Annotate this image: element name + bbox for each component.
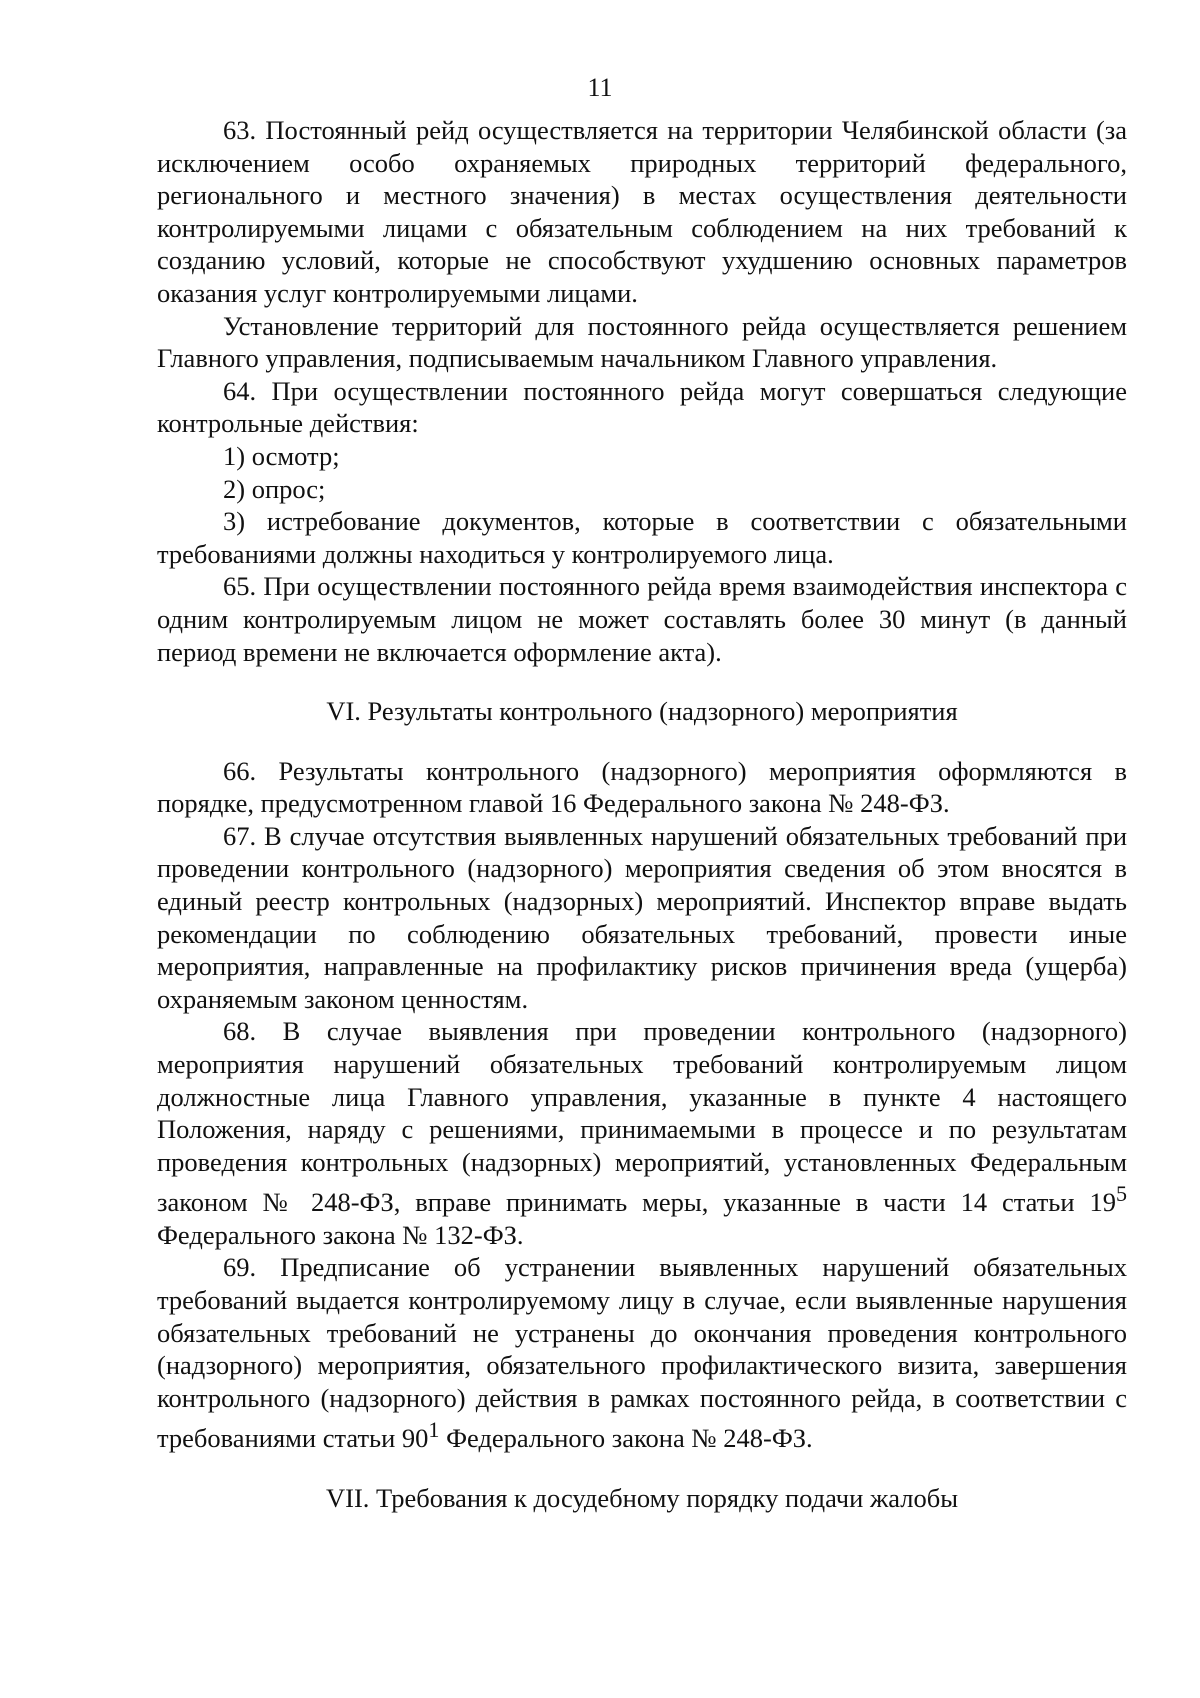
- document-body: [157, 114, 1127, 1514]
- list-item-inspection: 1) осмотр;: [223, 440, 340, 471]
- section-heading-vi: VI. Результаты контрольного (надзорного) мероприятия: [326, 696, 958, 727]
- paragraph-68-superscript: 5: [1115, 1181, 1127, 1207]
- paragraph-67: 67. В случае отсутствия выявленных нарушений обязательных требований при проведении контрольного (надзорного) мероприятия сведения об этом вносятся в единый реестр контрольных (надзорных) мероприятий. Инспектор вправе выдать рекомендации по соблюдению обязательных требований, провести иные мероприятия, направленные на профилактику рисков причинения вреда (ущерба) охраняемым законом ценностям.: [157, 820, 1127, 1014]
- list-item-survey: 2) опрос;: [223, 473, 326, 504]
- paragraph-65: 65. При осуществлении постоянного рейда время взаимодействия инспектора с одним контролируемым лицом не может составлять более 30 минут (в данный период времени не включается оформление акта).: [157, 571, 1127, 667]
- list-item-documents: 3) истребование документов, которые в соответствии с обязательными требованиями должны находиться у контролируемого лица.: [157, 506, 1127, 569]
- paragraph-68: [157, 1015, 1127, 1251]
- paragraph-69: [157, 1251, 1127, 1454]
- paragraph-68-text-end: Федерального закона № 132-ФЗ.: [157, 1219, 524, 1250]
- paragraph-69-text: 69. Предписание об устранении выявленных нарушений обязательных требований выдается контролируемому лицу в случае, если выявленные нарушения обязательных требований не устранены до окончания проведения контрольного (надзорного) мероприятия, обязательного профилактического визита, завершения контрольного (надзорного) действия в рамках постоянного рейда, в соответствии с требованиями статьи 90: [157, 1252, 1127, 1454]
- paragraph-63: 63. Постоянный рейд осуществляется на территории Челябинской области (за исключением особо охраняемых природных территорий федерального, регионального и местного значения) в местах осуществления деятельности контролируемыми лицами с обязательным соблюдением на них требований к созданию условий, которые не способствуют ухудшению основных параметров оказания услуг контролируемыми лицами.: [157, 115, 1127, 308]
- paragraph-69-text-end: Федерального закона № 248-ФЗ.: [439, 1423, 813, 1454]
- page-number: 11: [587, 73, 613, 102]
- paragraph-63-territories: Установление территорий для постоянного рейда осуществляется решением Главного управления, подписываемым начальником Главного управления.: [157, 310, 1127, 374]
- paragraph-66: 66. Результаты контрольного (надзорного) мероприятия оформляются в порядке, предусмотренном главой 16 Федерального закона № 248-ФЗ.: [157, 755, 1127, 819]
- paragraph-68-text: 68. В случае выявления при проведении контрольного (надзорного) мероприятия нарушений обязательных требований контролируемым лицом должностные лица Главного управления, указанные в пункте 4 настоящего Положения, наряду с решениями, принимаемыми в процессе и по результатам проведения контрольных (надзорных) мероприятий, установленных Федеральным законом № 248-ФЗ, вправе принимать меры, указанные в части 14 статьи 19: [157, 1016, 1127, 1218]
- paragraph-69-superscript: 1: [428, 1417, 440, 1443]
- section-heading-vii: VII. Требования к досудебному порядку подачи жалобы: [325, 1482, 959, 1513]
- paragraph-64: 64. При осуществлении постоянного рейда могут совершаться следующие контрольные действия:: [157, 375, 1127, 439]
